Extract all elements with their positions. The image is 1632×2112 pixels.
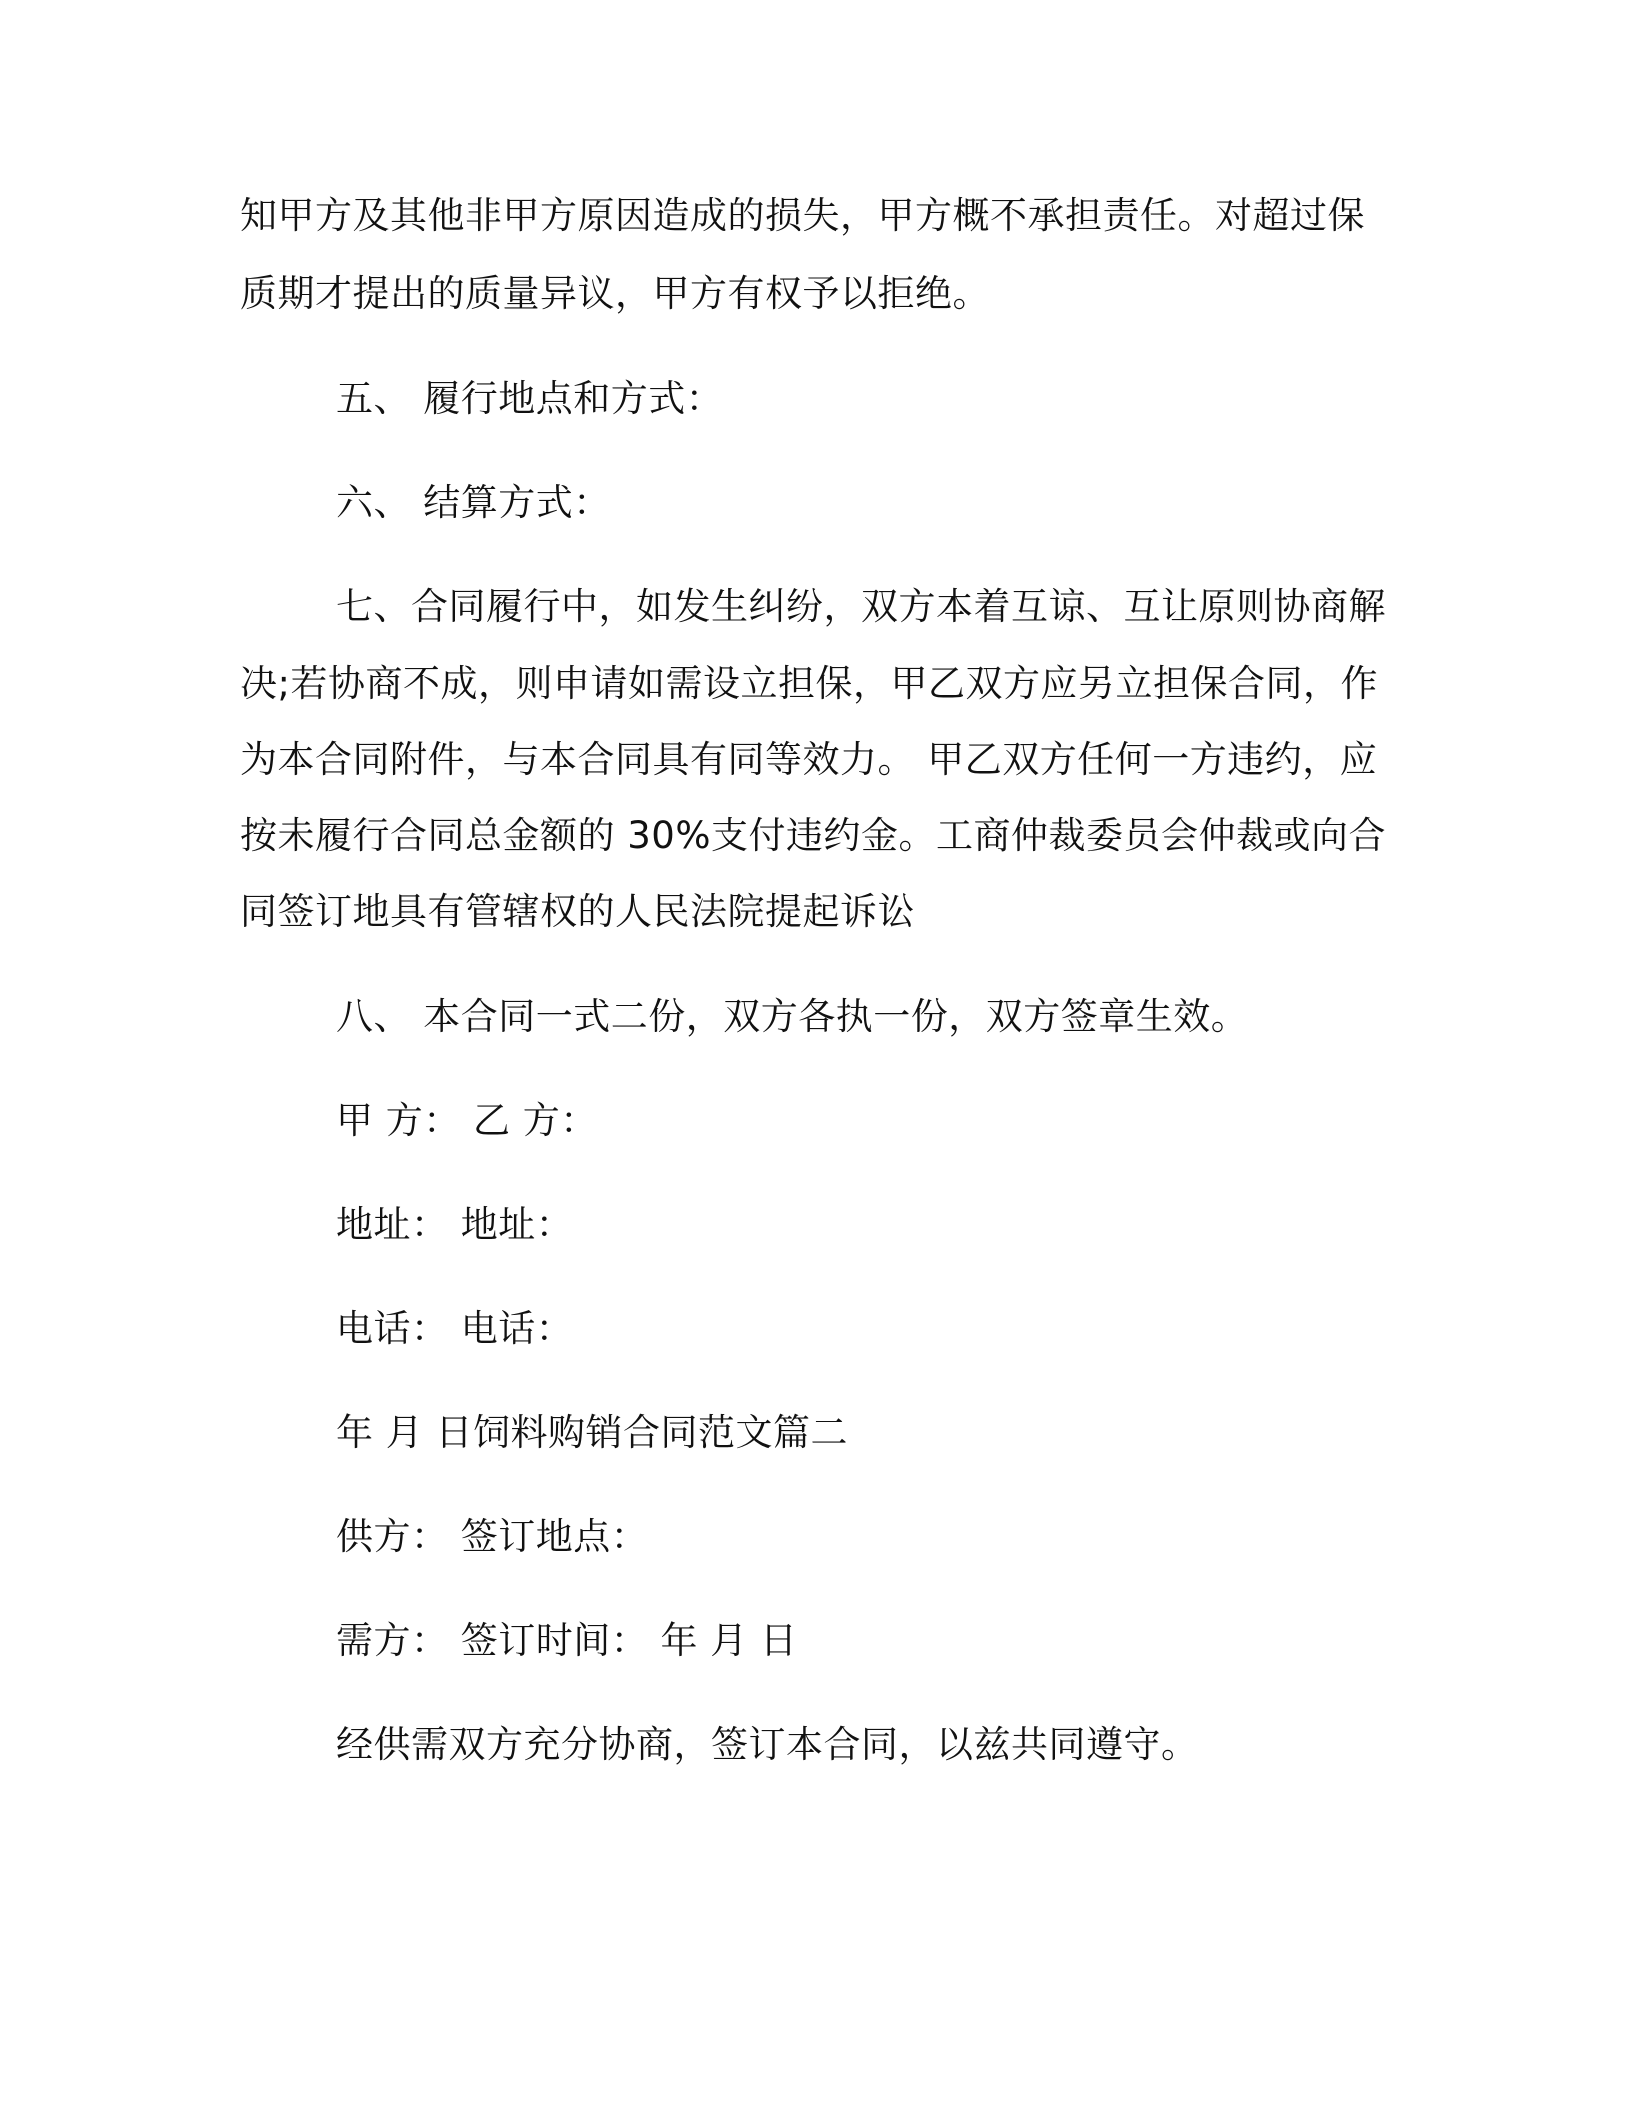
- date-and-title-line: 年 月 日饲料购销合同范文篇二: [336, 1411, 849, 1454]
- section-eight: 八、 本合同一式二份，双方各执一份，双方签章生效。: [336, 995, 1249, 1038]
- agreement-statement: 经供需双方充分协商，签订本合同，以兹共同遵守。: [336, 1723, 1199, 1766]
- section-seven-line-5: 同签订地具有管辖权的人民法院提起诉讼: [240, 890, 915, 933]
- section-seven-line-3: 为本合同附件，与本合同具有同等效力。 甲乙双方任何一方违约，应: [240, 738, 1378, 781]
- phone-labels: 电话： 电话：: [336, 1307, 574, 1350]
- text-line-1: 知甲方及其他非甲方原因造成的损失，甲方概不承担责任。对超过保: [240, 194, 1365, 237]
- buyer-line: 需方： 签订时间： 年 月 日: [336, 1619, 798, 1662]
- section-seven-line-2: 决;若协商不成，则申请如需设立担保，甲乙双方应另立担保合同，作: [240, 662, 1378, 705]
- party-labels: 甲 方： 乙 方：: [336, 1099, 598, 1142]
- section-seven-line-4: 按未履行合同总金额的 30%支付违约金。工商仲裁委员会仲裁或向合: [240, 814, 1386, 857]
- address-labels: 地址： 地址：: [336, 1203, 574, 1246]
- section-five-heading: 五、 履行地点和方式：: [336, 377, 724, 420]
- text-line-2: 质期才提出的质量异议，甲方有权予以拒绝。: [240, 272, 990, 315]
- section-seven-line-1: 七、合同履行中，如发生纠纷，双方本着互谅、互让原则协商解: [336, 585, 1386, 628]
- supplier-line: 供方： 签订地点：: [336, 1515, 649, 1558]
- section-six-heading: 六、 结算方式：: [336, 481, 611, 524]
